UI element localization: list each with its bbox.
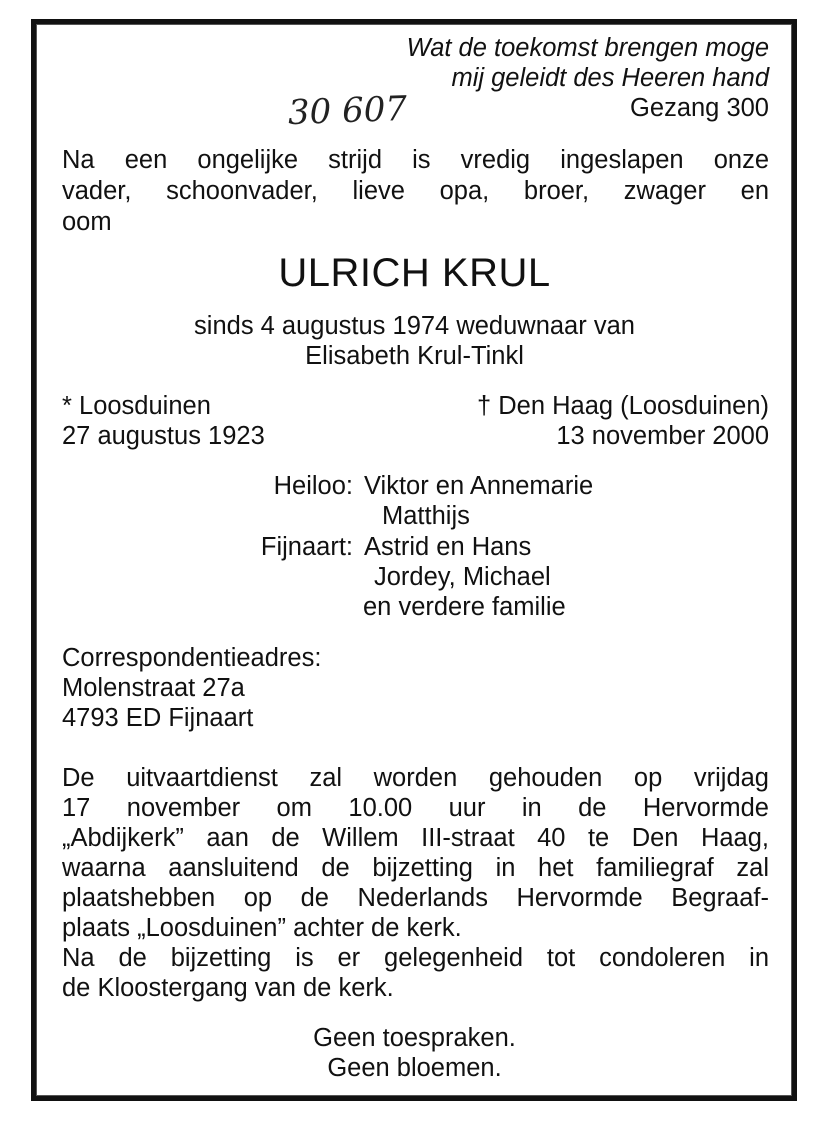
intro-line-2: vader, schoonvader, lieve opa, broer, zwager en [62, 177, 769, 205]
widower-line-2: Elisabeth Krul-Tinkl [305, 342, 524, 370]
service-line-6: plaats „Loosduinen” achter de kerk. [62, 914, 462, 942]
family-heiloo-names-1: Viktor en Annemarie [364, 472, 594, 500]
motto-line-2: mij geleidt des Heeren hand [451, 64, 769, 92]
family-extended: en verdere familie [363, 593, 566, 621]
service-line-8: de Kloostergang van de kerk. [62, 974, 394, 1002]
correspondence-label: Correspondentieadres: [62, 644, 322, 672]
service-line-3: „Abdijkerk” aan de Willem III-straat 40 te Den Haag, [62, 824, 769, 852]
correspondence-city: 4793 ED Fijnaart [62, 704, 254, 732]
family-fijnaart-names-1: Astrid en Hans [364, 533, 532, 561]
service-line-5: plaatshebben op de Nederlands Hervormde Begraaf- [62, 884, 769, 912]
service-line-7: Na de bijzetting is er gelegenheid tot condoleren in [62, 944, 769, 972]
intro-line-1: Na een ongelijke strijd is vredig ingeslapen onze [62, 146, 769, 174]
motto-source: Gezang 300 [630, 94, 769, 122]
death-place: † Den Haag (Loosduinen) [476, 392, 769, 420]
family-fijnaart-names-2: Jordey, Michael [374, 563, 551, 591]
service-line-2: 17 november om 10.00 uur in de Hervormde [62, 794, 769, 822]
family-heiloo-names-2: Matthijs [382, 502, 470, 530]
birth-date: 27 augustus 1923 [62, 422, 265, 450]
handwritten-note: 30 607 [287, 88, 408, 134]
family-heiloo-label: Heiloo: [273, 472, 353, 500]
widower-line-1: sinds 4 augustus 1974 weduwnaar van [194, 312, 635, 340]
correspondence-street: Molenstraat 27a [62, 674, 245, 702]
family-fijnaart-label: Fijnaart: [260, 533, 353, 561]
deceased-name: ULRICH KRUL [278, 251, 551, 295]
service-line-1: De uitvaartdienst zal worden gehouden op vrijdag [62, 764, 769, 792]
closing-line-1: Geen toespraken. [313, 1024, 516, 1052]
motto-line-1: Wat de toekomst brengen moge [406, 34, 769, 62]
closing-line-2: Geen bloemen. [327, 1054, 502, 1082]
birth-place: * Loosduinen [62, 392, 211, 420]
service-line-4: waarna aansluitend de bijzetting in het familiegraf zal [62, 854, 769, 882]
death-date: 13 november 2000 [556, 422, 769, 450]
intro-line-3: oom [62, 208, 112, 236]
